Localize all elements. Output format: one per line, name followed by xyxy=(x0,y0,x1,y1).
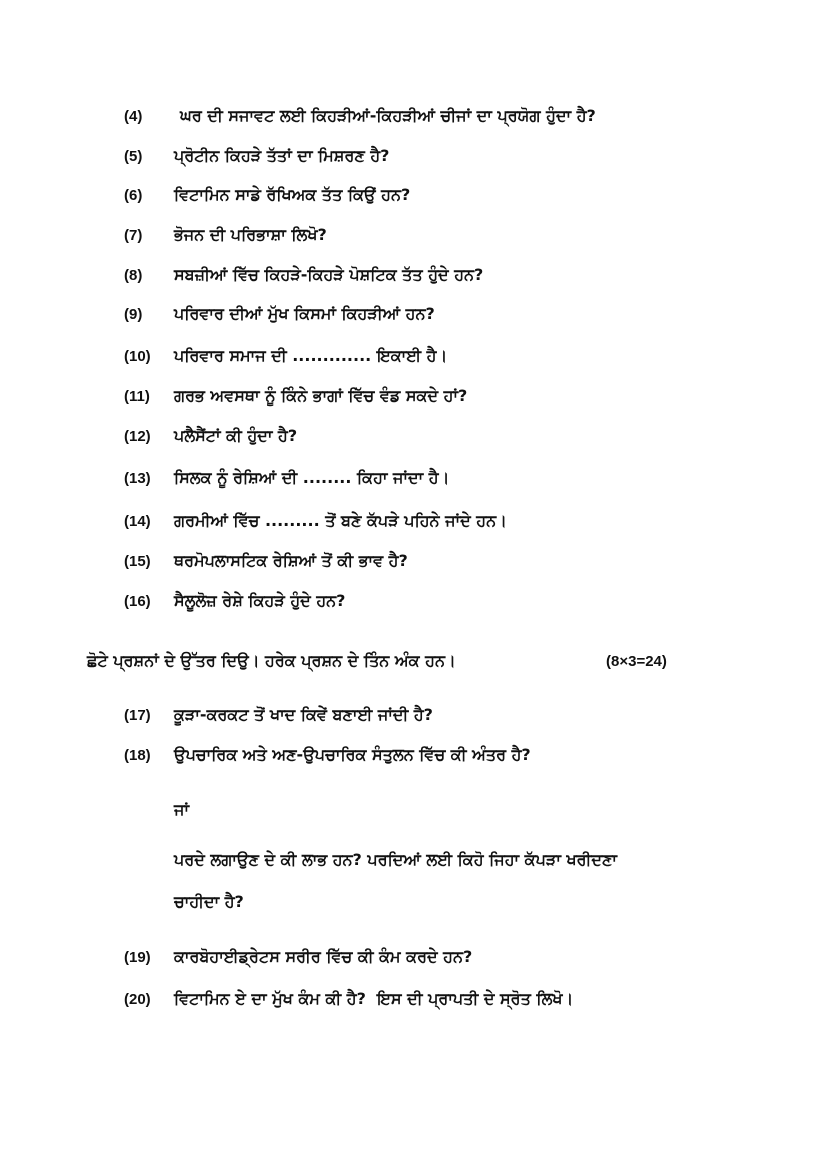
question-number: (16) xyxy=(124,592,151,610)
question-number: (14) xyxy=(124,512,151,530)
question-number: (6) xyxy=(124,186,143,204)
question-text: ਸੈਲੂਲੋਜ਼ ਰੇਸ਼ੇ ਕਿਹੜੇ ਹੁੰਦੇ ਹਨ? xyxy=(174,591,346,610)
question-number: (4) xyxy=(124,107,143,125)
question-number: (13) xyxy=(124,469,151,487)
question-item xyxy=(124,101,596,131)
question-text: ਪਰਿਵਾਰ ਦੀਆਂ ਮੁੱਖ ਕਿਸਮਾਂ ਕਿਹੜੀਆਂ ਹਨ? xyxy=(174,304,435,323)
question-number: (18) xyxy=(124,746,151,764)
question-number: (7) xyxy=(124,226,143,244)
question-text: ਭੋਜਨ ਦੀ ਪਰਿਭਾਸ਼ਾ ਲਿਖੋ? xyxy=(174,225,327,244)
question-item xyxy=(124,220,327,250)
or-label: ਜਾਂ xyxy=(174,800,189,819)
question-number: (11) xyxy=(124,387,150,405)
question-item xyxy=(124,546,408,576)
question-item xyxy=(124,141,389,171)
question-item xyxy=(124,299,435,329)
question-text: ਘਰ ਦੀ ਸਜਾਵਟ ਲਈ ਕਿਹੜੀਆਂ-ਕਿਹੜੀਆਂ ਚੀਜਾਂ ਦਾ ਪ੍ਰਯੋਗ ਹੁੰਦਾ ਹੈ? xyxy=(180,106,596,125)
question-text: ਪਲੈਸੈਂਟਾਂ ਕੀ ਹੁੰਦਾ ਹੈ? xyxy=(174,426,298,445)
question-text: ਸਿਲਕ ਨੂੰ ਰੇਸ਼ਿਆਂ ਦੀ ........ ਕਿਹਾ ਜਾਂਦਾ ਹੈ। xyxy=(174,468,450,487)
question-item xyxy=(124,341,447,371)
question-text: ਗਰਮੀਆਂ ਵਿੱਚ ......... ਤੋਂ ਬਣੇ ਕੱਪੜੇ ਪਹਿਨੇ ਜਾਂਦੇ ਹਨ। xyxy=(174,511,507,530)
question-item xyxy=(124,381,467,411)
question-text: ਕਾਰਬੋਹਾਈਡ੍ਰੇਟਸ ਸਰੀਰ ਵਿੱਚ ਕੀ ਕੰਮ ਕਰਦੇ ਹਨ? xyxy=(174,947,473,966)
section-heading: ਛੋਟੇ ਪ੍ਰਸ਼ਨਾਂ ਦੇ ਉੱਤਰ ਦਿਉ। ਹਰੇਕ ਪ੍ਰਸ਼ਨ ਦੇ ਤਿੰਨ ਅੰਕ ਹਨ। xyxy=(87,651,456,670)
question-number: (15) xyxy=(124,552,151,570)
question-text: ਪਰਿਵਾਰ ਸਮਾਜ ਦੀ ............. ਇਕਾਈ ਹੈ। xyxy=(174,346,448,365)
question-item xyxy=(124,700,433,730)
question-text: ਉਪਚਾਰਿਕ ਅਤੇ ਅਣ-ਉਪਚਾਰਿਕ ਸੰਤੁਲਨ ਵਿੱਚ ਕੀ ਅੰਤਰ ਹੈ? xyxy=(174,745,531,764)
question-item xyxy=(124,463,449,493)
question-item xyxy=(124,506,507,536)
question-item xyxy=(124,180,410,210)
question-number: (8) xyxy=(124,266,143,284)
question-item xyxy=(124,984,573,1014)
section-marks: (8×3=24) xyxy=(606,652,667,670)
question-text: ਸਬਜ਼ੀਆਂ ਵਿੱਚ ਕਿਹੜੇ-ਕਿਹੜੇ ਪੋਸ਼ਟਿਕ ਤੱਤ ਹੁੰਦੇ ਹਨ? xyxy=(174,265,484,284)
question-number: (10) xyxy=(124,347,151,365)
question-text: ਵਿਟਾਮਿਨ ਏ ਦਾ ਮੁੱਖ ਕੰਮ ਕੀ ਹੈ? ਇਸ ਦੀ ਪ੍ਰਾਪਤੀ ਦੇ ਸ੍ਰੋਤ ਲਿਖੋ। xyxy=(174,989,574,1008)
alternative-question-line-2: ਚਾਹੀਦਾ ਹੈ? xyxy=(174,892,244,911)
question-number: (9) xyxy=(124,305,143,323)
question-text: ਕੂੜਾ-ਕਰਕਟ ਤੋਂ ਖਾਦ ਕਿਵੇਂ ਬਣਾਈ ਜਾਂਦੀ ਹੈ? xyxy=(174,705,433,724)
question-text: ਪ੍ਰੋਟੀਨ ਕਿਹੜੇ ਤੱਤਾਂ ਦਾ ਮਿਸ਼ਰਣ ਹੈ? xyxy=(174,146,390,165)
question-item xyxy=(124,942,472,972)
question-text: ਗਰਭ ਅਵਸਥਾ ਨੂੰ ਕਿੰਨੇ ਭਾਗਾਂ ਵਿੱਚ ਵੰਡ ਸਕਦੇ ਹਾਂ? xyxy=(174,386,468,405)
question-item xyxy=(124,260,483,290)
alternative-question-line-1: ਪਰਦੇ ਲਗਾਉਣ ਦੇ ਕੀ ਲਾਭ ਹਨ? ਪਰਦਿਆਂ ਲਈ ਕਿਹੋ ਜਿਹਾ ਕੱਪੜਾ ਖਰੀਦਣਾ xyxy=(174,850,617,869)
question-number: (12) xyxy=(124,427,151,445)
question-number: (20) xyxy=(124,990,151,1008)
question-item xyxy=(124,421,297,451)
question-text: ਵਿਟਾਮਿਨ ਸਾਡੇ ਰੱਖਿਅਕ ਤੱਤ ਕਿਉਂ ਹਨ? xyxy=(174,185,411,204)
question-item xyxy=(124,586,345,616)
question-number: (5) xyxy=(124,147,143,165)
question-item xyxy=(124,740,531,770)
question-number: (17) xyxy=(124,706,151,724)
question-text: ਥਰਮੋਪਲਾਸਟਿਕ ਰੇਸ਼ਿਆਂ ਤੋਂ ਕੀ ਭਾਵ ਹੈ? xyxy=(174,551,408,570)
question-number: (19) xyxy=(124,948,151,966)
